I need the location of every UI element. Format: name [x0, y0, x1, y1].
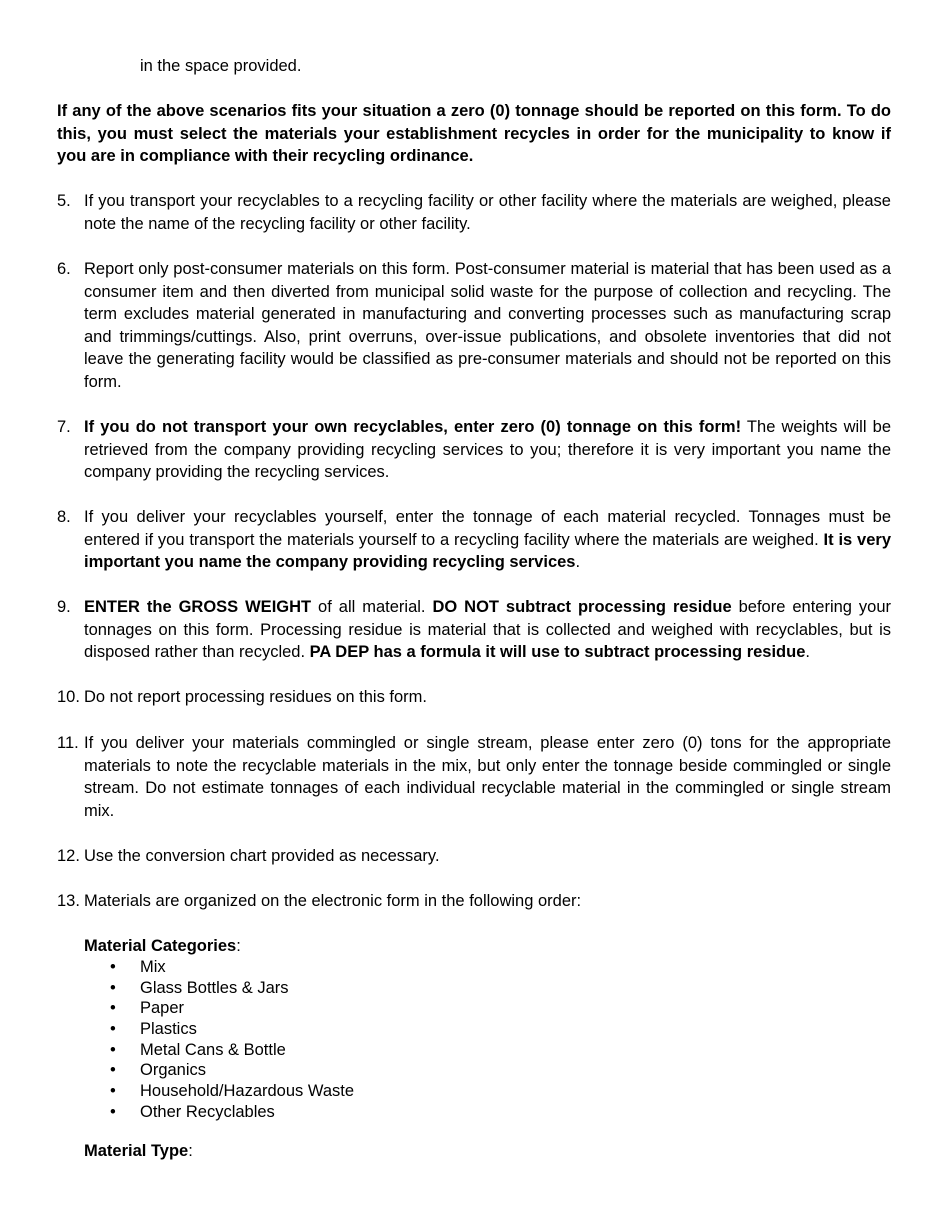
list-item: • Glass Bottles & Jars — [110, 978, 289, 997]
type-heading: Material Type: — [84, 1142, 193, 1160]
item-text: Materials are organized on the electronic form in the following order: — [84, 892, 582, 910]
list-item: • Organics — [110, 1061, 207, 1080]
item-bold-text: It is very important you name the company providing recycling services — [84, 530, 891, 571]
bullet-icon: • — [110, 958, 116, 976]
item-text: Use the conversion chart provided as necessary. — [84, 847, 440, 865]
item-number: 7. — [57, 418, 71, 436]
item-plain-text: If you deliver your recyclables yourself, enter the tonnage of each material recycled. Tonnages must be entered if you transport the materials yourself to a recycling facility where the materials are weighed. — [84, 508, 891, 549]
bullet-icon: • — [110, 1102, 116, 1121]
item-number: 13. — [57, 892, 80, 910]
item-bold-text-3: PA DEP has a formula it will use to subtract processing residue — [309, 643, 806, 661]
item-bold-text-1: ENTER the GROSS WEIGHT — [84, 598, 312, 616]
item-number: 11. — [57, 734, 79, 752]
instruction-11 — [57, 732, 891, 822]
list-item: • Metal Cans & Bottle — [110, 1040, 286, 1059]
categories-heading: Material Categories: — [84, 937, 241, 955]
item-number: 8. — [57, 508, 71, 526]
item-number: 12. — [57, 847, 80, 865]
item-number: 10. — [57, 688, 80, 706]
item-bold-text-2: DO NOT subtract processing residue — [432, 598, 732, 616]
instruction-8 — [57, 506, 891, 574]
intro-fragment: in the space provided. — [140, 57, 302, 75]
bullet-icon: • — [110, 978, 116, 997]
item-plain-text-2: before entering your tonnages on this form. Processing residue is material that is collected and weighed with recyclables, but is disposed rather than recycled. — [84, 598, 892, 661]
item-end-text: . — [575, 553, 581, 571]
bullet-icon: • — [110, 1082, 116, 1101]
bullet-icon: • — [110, 999, 116, 1018]
item-text — [84, 416, 891, 484]
instruction-7 — [57, 416, 891, 484]
list-item: • Household/Hazardous Waste — [110, 1082, 355, 1101]
bullet-icon: • — [110, 1040, 116, 1059]
item-number: 6. — [57, 260, 71, 278]
item-bold-text: If you do not transport your own recyclables, enter zero (0) tonnage on this form! — [84, 418, 742, 436]
item-end-text: . — [805, 643, 810, 661]
instruction-9 — [57, 596, 891, 664]
instruction-13 — [57, 890, 891, 913]
categories-list — [110, 957, 354, 1123]
item-text: Do not report processing residues on this form. — [84, 688, 427, 706]
item-number: 5. — [57, 192, 71, 210]
instruction-12 — [57, 845, 891, 868]
bullet-icon: • — [110, 1020, 116, 1039]
instruction-10 — [57, 686, 891, 709]
bullet-icon: • — [110, 1061, 116, 1080]
instruction-6 — [57, 258, 891, 393]
item-text — [84, 506, 891, 574]
item-number: 9. — [57, 598, 71, 616]
instruction-5 — [57, 190, 891, 235]
list-item: • Other Recyclables — [110, 1102, 275, 1121]
scenario-note: If any of the above scenarios fits your situation a zero (0) tonnage should be reported on this form. To do this, you must select the materials your establishment recycles in order for the municipality to know if you are in compliance with their recycling ordinance. — [57, 102, 891, 165]
item-text: If you deliver your materials commingled or single stream, please enter zero (0) tons for the appropriate materials to note the recyclable materials in the mix, but only enter the tonnage beside commingled or single stream. Do not estimate tonnages of each individual recyclable material in the commingled or single stream mix. — [84, 734, 891, 820]
item-plain-text: The weights will be retrieved from the company providing recycling services to you; therefore it is very important you name the company providing the recycling services. — [84, 418, 891, 481]
item-text: Report only post-consumer materials on this form. Post-consumer material is material that has been used as a consumer item and then diverted from municipal solid waste for the purpose of collection and recycling. The term excludes material generated in manufacturing and converting processes such as manufacturing scrap and trimmings/cuttings. Also, print overruns, over-issue publications, and obsolete inventories that did not leave the generating facility would be classified as pre-consumer materials and should not be reported on this form. — [84, 260, 891, 391]
list-item: • Plastics — [110, 1020, 197, 1039]
item-plain-text-1: of all material. — [311, 598, 433, 616]
list-item: • Mix — [110, 958, 166, 976]
item-text: If you transport your recyclables to a recycling facility or other facility where the materials are weighed, please note the name of the recycling facility or other facility. — [84, 192, 891, 233]
list-item: • Paper — [110, 999, 185, 1018]
item-text — [84, 596, 891, 664]
